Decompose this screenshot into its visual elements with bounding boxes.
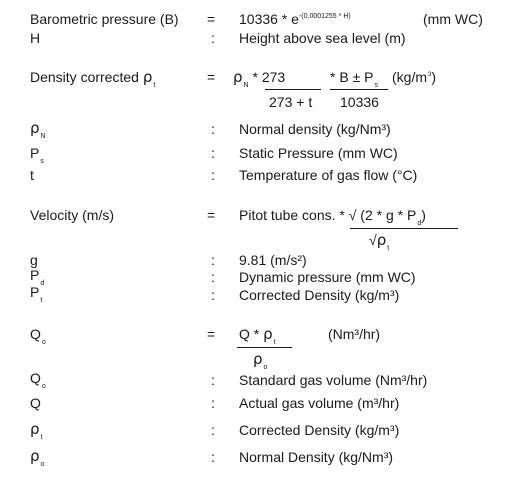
q-symbol: Q: [30, 370, 41, 386]
numerator-text: * 273: [248, 69, 286, 85]
fraction-bar: [265, 89, 321, 90]
subscript: t: [40, 434, 43, 441]
subscript: t: [40, 297, 43, 304]
rho-symbol: ρ: [30, 119, 40, 137]
rho-symbol: ρ: [233, 68, 243, 86]
p-symbol: P: [30, 145, 40, 161]
colon: :: [211, 30, 215, 46]
rho-t-symbol: [30, 420, 43, 441]
barometric-formula: [239, 12, 351, 26]
numerator-text: Pitot tube cons. * √ (2 * g * P: [239, 207, 417, 223]
fraction-bar: [237, 347, 292, 348]
colon: :: [211, 167, 215, 183]
colon: :: [211, 121, 215, 137]
q-symbol: Q: [30, 326, 41, 342]
density-numerator-1: [233, 68, 286, 89]
qo-symbol: [30, 370, 46, 390]
subscript: t: [387, 245, 390, 252]
ps-symbol: [30, 145, 44, 165]
barometric-exponent: -(0.0001255 * H): [298, 13, 351, 20]
subscript: s: [40, 158, 44, 165]
fraction-bar: [330, 89, 388, 90]
barometric-exp-prefix: * e: [277, 11, 299, 27]
density-denominator-1: 273 + t: [269, 94, 313, 110]
colon: :: [211, 422, 215, 438]
pt-symbol: [30, 284, 43, 304]
colon: :: [211, 287, 215, 303]
rho-symbol: ρ: [263, 325, 273, 343]
h-symbol: H: [30, 30, 41, 46]
rho-o-description: Normal Density (kg/Nm³): [239, 449, 394, 465]
rho-n-description: Normal density (kg/Nm³): [239, 121, 391, 137]
density-denominator-2: 10336: [340, 94, 379, 110]
equals-sign: =: [207, 11, 216, 27]
numerator-text: * B ± P: [330, 69, 374, 85]
ps-description: Static Pressure (mm WC): [239, 145, 398, 161]
subscript: N: [243, 82, 249, 89]
equals-sign: =: [207, 326, 216, 342]
q-description: Actual gas volume (m³/hr): [239, 395, 400, 411]
pd-description: Dynamic pressure (mm WC): [239, 269, 416, 285]
qo-numerator: [239, 325, 276, 346]
barometric-unit: (mm WC): [423, 11, 483, 27]
pd-symbol: [30, 267, 45, 287]
rho-symbol: ρ: [376, 231, 387, 249]
qo-symbol: [30, 326, 46, 346]
subscript: o: [263, 364, 268, 371]
rho-symbol: ρ: [30, 420, 40, 438]
velocity-label: Velocity (m/s): [30, 207, 115, 223]
q-symbol: Q: [30, 395, 41, 411]
rho-symbol: ρ: [142, 68, 153, 86]
subscript: t: [273, 339, 276, 346]
subscript: o: [41, 383, 46, 390]
root-icon: √: [369, 232, 377, 248]
rho-symbol: ρ: [30, 447, 40, 465]
colon: :: [211, 395, 215, 411]
barometric-pressure-label: Barometric pressure (B): [30, 11, 179, 27]
qo-unit: (Nm³/hr): [328, 326, 381, 342]
colon: :: [211, 372, 215, 388]
p-symbol: P: [30, 267, 40, 283]
qo-denominator: [253, 350, 268, 371]
subscript: o: [41, 339, 46, 346]
fraction-bar: [350, 228, 458, 229]
rho-o-symbol: [30, 447, 45, 468]
velocity-numerator: [239, 207, 426, 227]
p-symbol: P: [30, 284, 40, 300]
colon: :: [211, 252, 215, 268]
colon: :: [211, 449, 215, 465]
unit-close: ): [431, 69, 437, 85]
numerator-text: Q *: [239, 326, 264, 342]
density-label-text: Density corrected: [30, 69, 143, 85]
subscript: d: [40, 280, 45, 287]
density-numerator-2: [330, 69, 378, 89]
qo-description: Standard gas volume (Nm³/hr): [239, 372, 428, 388]
equals-sign: =: [207, 207, 216, 223]
pt-description: Corrected Density (kg/m³): [239, 287, 400, 303]
rho-t-description: Corrected Density (kg/m³): [239, 422, 400, 438]
subscript: s: [374, 82, 378, 89]
density-corrected-label: [30, 68, 156, 89]
subscript: t: [153, 82, 156, 89]
subscript: N: [40, 133, 46, 140]
colon: :: [211, 269, 215, 285]
superscript: 3: [428, 72, 432, 78]
subscript: o: [40, 461, 45, 468]
equals-sign: =: [207, 69, 216, 85]
velocity-denominator: [369, 231, 390, 252]
g-symbol: g: [30, 252, 38, 268]
unit-text: (kg/m: [392, 69, 427, 85]
h-description: Height above sea level (m): [239, 30, 406, 46]
t-description: Temperature of gas flow (°C): [239, 167, 418, 183]
subscript: d: [417, 220, 422, 227]
barometric-base: 10336: [239, 11, 278, 27]
density-unit: [392, 70, 436, 84]
g-description: 9.81 (m/s²): [239, 252, 307, 268]
t-symbol: t: [30, 167, 34, 183]
numerator-close: ): [421, 207, 426, 223]
colon: :: [211, 145, 215, 161]
rho-n-symbol: [30, 119, 46, 140]
rho-symbol: ρ: [253, 350, 263, 368]
